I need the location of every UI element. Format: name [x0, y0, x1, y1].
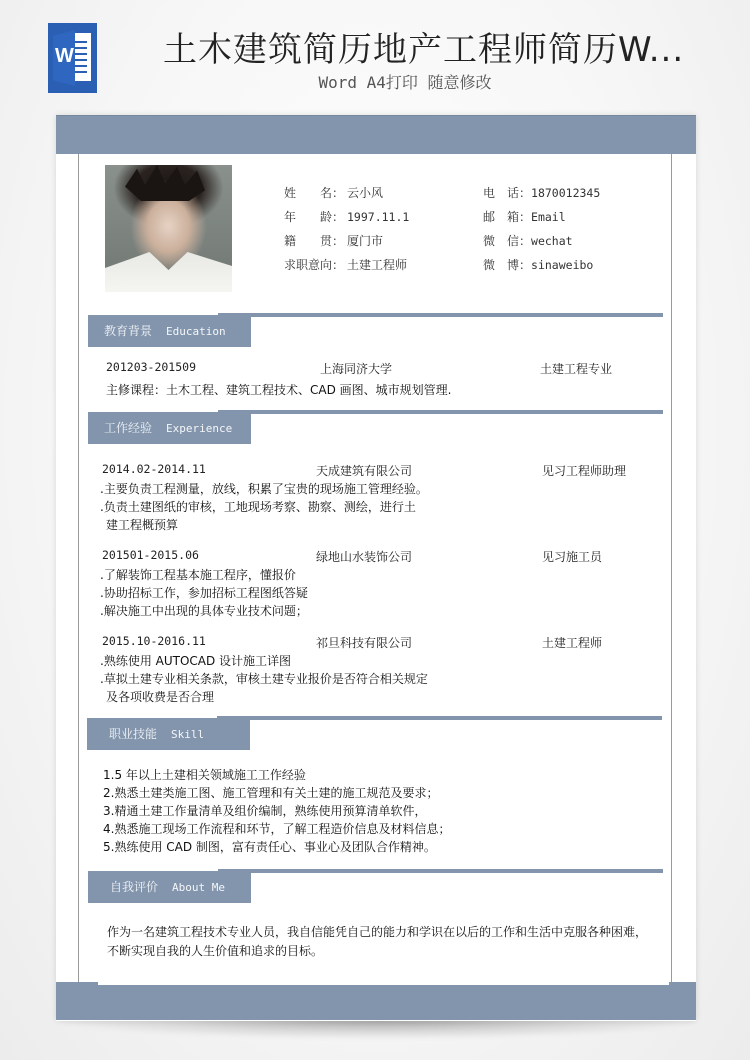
preview-header [0, 0, 750, 110]
job-duties-2 [100, 566, 308, 620]
education-major: 土建工程专业 [540, 362, 613, 376]
bottom-bar-notch [98, 982, 669, 985]
duty-item: .协助招标工作，参加招标工程图纸答疑 [100, 586, 308, 600]
objective-value: 土建工程师 [347, 258, 408, 272]
personal-info-right [483, 181, 600, 277]
info-label: 邮 箱： [483, 210, 532, 224]
section-header-skills [87, 716, 662, 750]
section-tab: 职业技能 Skill [87, 718, 250, 750]
job-period: 201501-2015.06 [102, 548, 199, 562]
info-row-hometown [284, 229, 409, 253]
job-row-1 [102, 462, 632, 480]
info-row-name [284, 181, 409, 205]
left-border-line [78, 154, 79, 982]
info-row-phone [483, 181, 600, 205]
education-courses: 主修课程：土木工程、建筑工程技术、CAD 画图、城市规划管理. [106, 383, 452, 397]
duty-item: .主要负责工程测量，放线，积累了宝贵的现场施工管理经验。 [100, 482, 428, 496]
job-period: 2015.10-2016.11 [102, 634, 206, 648]
about-me-text: 作为一名建筑工程技术专业人员，我自信能凭自己的能力和学识在以后的工作和生活中克服各种困难，不断实现自我的人生价值和追求的目标。 [107, 925, 648, 958]
section-header-education [88, 313, 663, 347]
name-value: 云小风 [347, 186, 384, 200]
job-company: 祁旦科技有限公司 [316, 636, 413, 650]
document-title: 土木建筑简历地产工程师简历W... [163, 30, 685, 70]
skill-item: 4.熟悉施工现场工作流程和环节，了解工程造价信息及材料信息； [103, 822, 451, 836]
job-position: 见习施工员 [542, 550, 603, 564]
skills-list [103, 766, 450, 856]
info-label: 求职意向： [284, 258, 345, 272]
phone-value: 1870012345 [531, 186, 601, 200]
job-company: 绿地山水装饰公司 [316, 550, 413, 564]
section-rule [217, 716, 662, 720]
info-row-objective [284, 253, 409, 277]
personal-info-left [284, 181, 409, 277]
duty-item: .解决施工中出现的具体专业技术问题； [100, 604, 308, 618]
top-accent-bar [56, 115, 696, 154]
document-subtitle: Word A4打印 随意修改 [318, 73, 492, 92]
job-row-3 [102, 634, 632, 652]
page-shadow [64, 1018, 694, 1038]
hometown-value: 厦门市 [347, 234, 384, 248]
section-rule [218, 410, 663, 414]
info-label: 微 信： [483, 234, 532, 248]
photo-shirt [105, 252, 232, 292]
info-row-age [284, 205, 409, 229]
section-header-about [88, 869, 663, 903]
skill-item: 1.5 年以上土建相关领域施工工作经验 [103, 768, 306, 782]
info-label: 籍 贯： [284, 234, 345, 248]
info-row-email [483, 205, 600, 229]
skill-item: 3.精通土建工作量清单及组价编制，熟练使用预算清单软件， [103, 804, 427, 818]
duty-item: .负责土建图纸的审核，工地现场考察、勘察、测绘，进行土 [100, 500, 416, 514]
weibo-value: sinaweibo [531, 258, 594, 272]
job-position: 土建工程师 [542, 636, 603, 650]
job-row-2 [102, 548, 632, 566]
education-school: 上海同济大学 [320, 362, 393, 376]
info-label: 姓 名： [284, 186, 345, 200]
info-row-wechat [483, 229, 600, 253]
photo-hair [125, 165, 205, 201]
section-tab: 教育背景 Education [88, 315, 251, 347]
section-rule [218, 869, 663, 873]
bottom-accent-bar [56, 982, 696, 1020]
skill-item: 5.熟练使用 CAD 制图，富有责任心、事业心及团队合作精神。 [103, 840, 436, 854]
email-value: Email [531, 210, 566, 224]
info-label: 电 话： [483, 186, 532, 200]
education-period: 201203-201509 [106, 360, 197, 374]
birthdate-value: 1997.11.1 [347, 210, 410, 224]
job-company: 天成建筑有限公司 [316, 464, 413, 478]
education-row [106, 360, 636, 378]
section-tab: 自我评价 About Me [88, 871, 251, 903]
job-period: 2014.02-2014.11 [102, 462, 206, 476]
word-icon-letter: W [55, 45, 74, 67]
skill-item: 2.熟悉土建类施工图、施工管理和有关土建的施工规范及要求； [103, 786, 439, 800]
job-duties-1 [100, 480, 428, 534]
section-rule [218, 313, 663, 317]
job-position: 见习工程师助理 [542, 464, 627, 478]
info-label: 微 博： [483, 258, 532, 272]
duty-item: .了解装饰工程基本施工程序，懂报价 [100, 568, 296, 582]
right-border-line [671, 154, 672, 982]
section-tab: 工作经验 Experience [88, 412, 251, 444]
portrait-photo [105, 165, 232, 292]
resume-page [56, 115, 696, 1021]
wechat-value: wechat [531, 234, 573, 248]
duty-item: 及各项收费是否合理 [106, 690, 215, 704]
duty-item: .熟练使用 AUTOCAD 设计施工详图 [100, 654, 292, 668]
info-row-weibo [483, 253, 600, 277]
job-duties-3 [100, 652, 428, 706]
section-header-experience [88, 410, 663, 444]
duty-item: 建工程概预算 [106, 518, 179, 532]
duty-item: .草拟土建专业相关条款，审核土建专业报价是否符合相关规定 [100, 672, 428, 686]
info-label: 年 龄： [284, 210, 345, 224]
